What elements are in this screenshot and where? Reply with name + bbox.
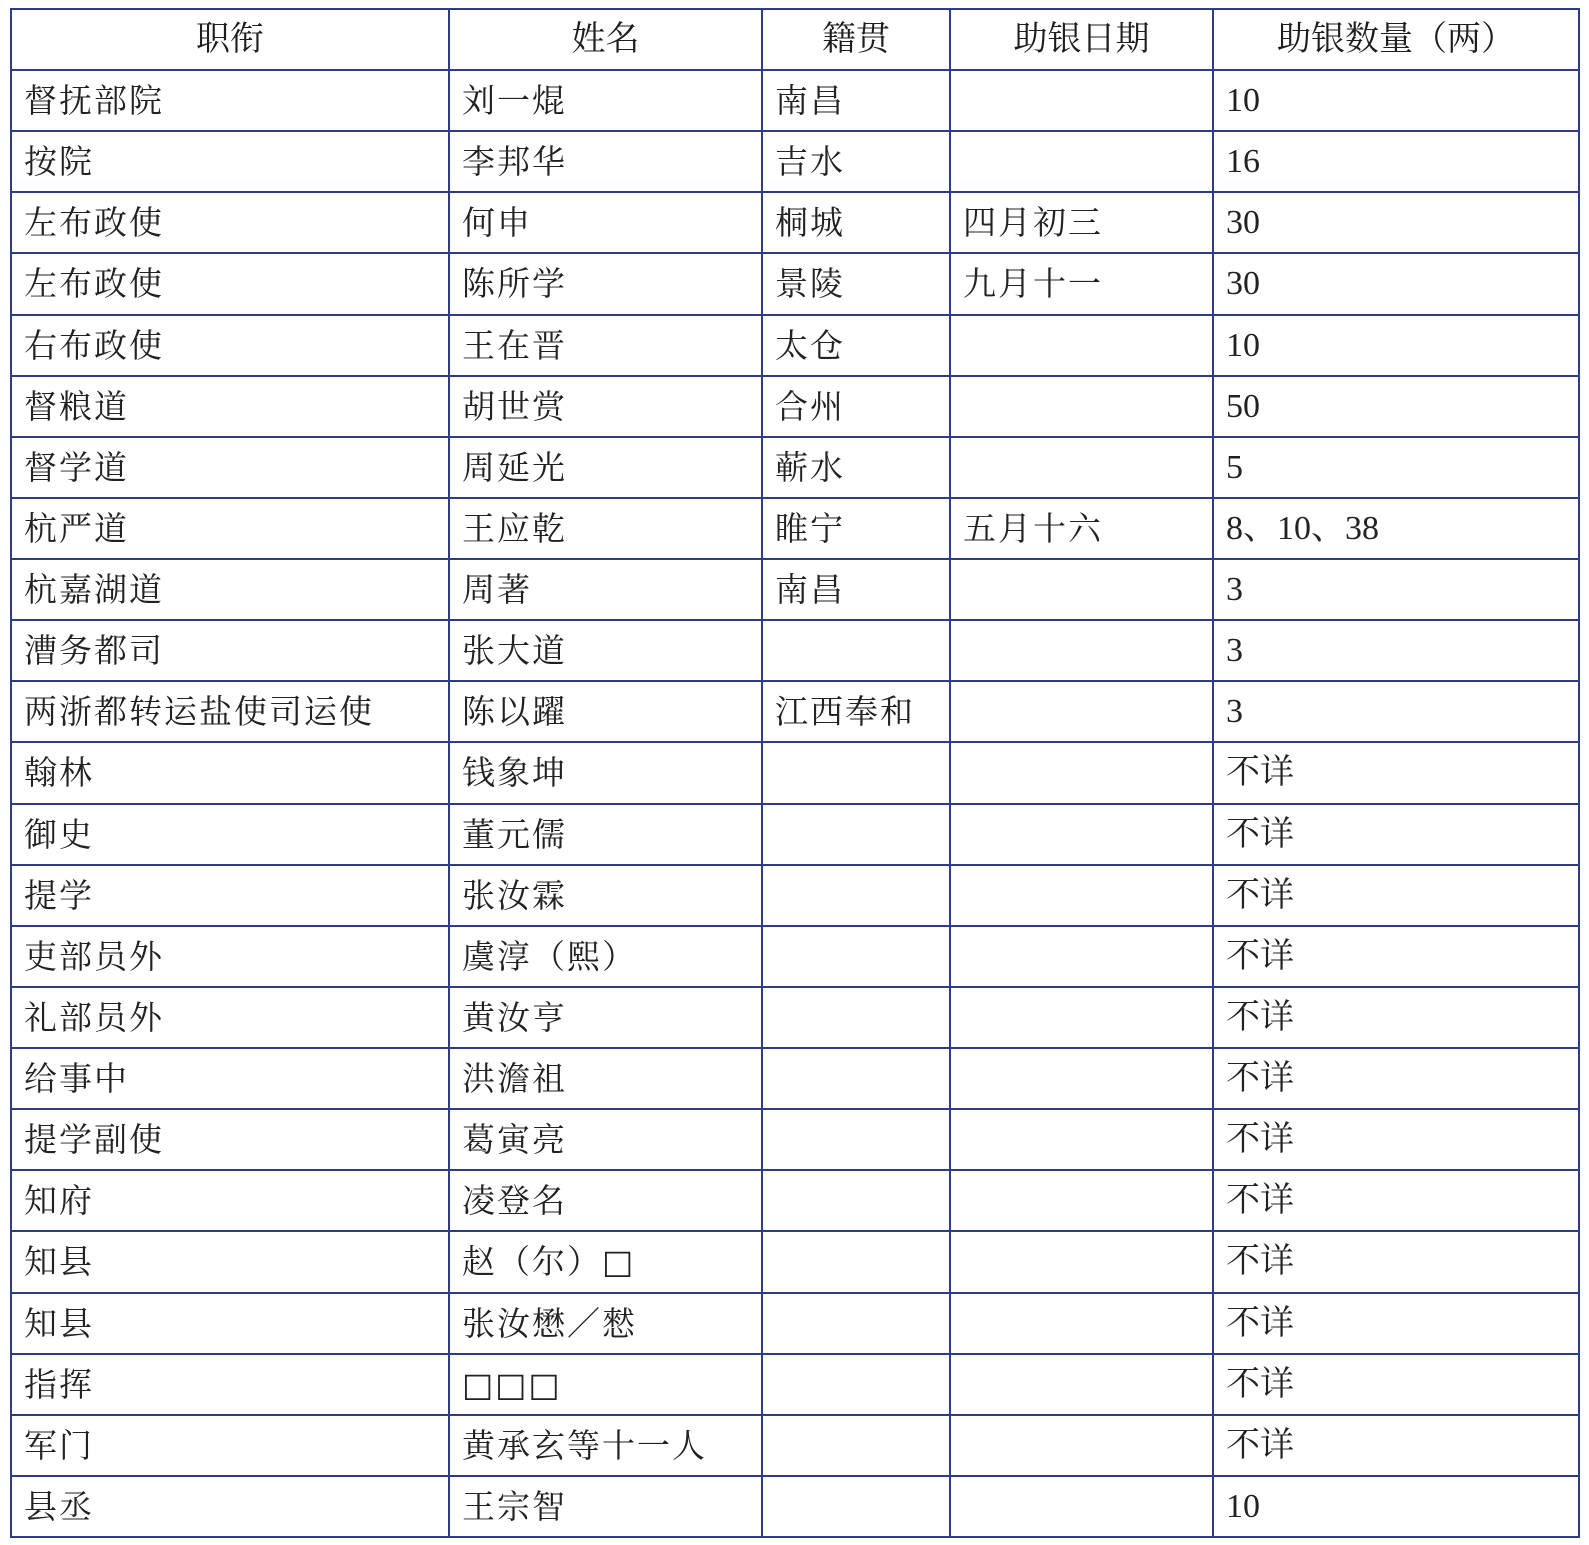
cell-donation-date	[950, 1109, 1213, 1170]
cell-title: 右布政使	[11, 315, 449, 376]
cell-donation-date	[950, 987, 1213, 1048]
cell-donation-date: 四月初三	[950, 192, 1213, 253]
table-row	[11, 70, 1579, 131]
cell-title: 左布政使	[11, 192, 449, 253]
cell-donation-date	[950, 681, 1213, 742]
header-name: 姓名	[449, 9, 762, 70]
cell-name: 刘一焜	[449, 70, 762, 131]
table-row	[11, 315, 1579, 376]
cell-title: 按院	[11, 131, 449, 192]
cell-donation-date	[950, 131, 1213, 192]
table-row	[11, 1170, 1579, 1231]
table-row	[11, 620, 1579, 681]
table-row	[11, 987, 1579, 1048]
cell-donation-date: 九月十一	[950, 253, 1213, 314]
table-row	[11, 1293, 1579, 1354]
cell-donation-date	[950, 1048, 1213, 1109]
cell-donation-date	[950, 559, 1213, 620]
cell-name: 王在晋	[449, 315, 762, 376]
cell-native-place	[762, 1415, 950, 1476]
cell-native-place	[762, 742, 950, 803]
cell-name: 张汝懋／憖	[449, 1293, 762, 1354]
cell-native-place	[762, 865, 950, 926]
table-row	[11, 498, 1579, 559]
cell-name: 王宗智	[449, 1476, 762, 1537]
cell-donation-date	[950, 1415, 1213, 1476]
cell-donation-amount: 不详	[1213, 1293, 1579, 1354]
cell-name: 葛寅亮	[449, 1109, 762, 1170]
cell-name: 黄承玄等十一人	[449, 1415, 762, 1476]
cell-name: 周著	[449, 559, 762, 620]
cell-title: 军门	[11, 1415, 449, 1476]
cell-title: 督学道	[11, 437, 449, 498]
cell-donation-amount: 10	[1213, 70, 1579, 131]
cell-native-place: 桐城	[762, 192, 950, 253]
cell-title: 礼部员外	[11, 987, 449, 1048]
table-row	[11, 376, 1579, 437]
cell-native-place: 景陵	[762, 253, 950, 314]
table-row	[11, 131, 1579, 192]
cell-donation-amount: 不详	[1213, 1354, 1579, 1415]
cell-donation-amount: 30	[1213, 192, 1579, 253]
cell-title: 左布政使	[11, 253, 449, 314]
cell-native-place: 太仓	[762, 315, 950, 376]
cell-native-place	[762, 926, 950, 987]
cell-donation-amount: 不详	[1213, 926, 1579, 987]
cell-donation-amount: 3	[1213, 620, 1579, 681]
cell-title: 给事中	[11, 1048, 449, 1109]
cell-native-place	[762, 1354, 950, 1415]
cell-native-place	[762, 1170, 950, 1231]
cell-name: □□□	[449, 1354, 762, 1415]
cell-native-place: 蕲水	[762, 437, 950, 498]
cell-donation-date	[950, 70, 1213, 131]
cell-donation-date	[950, 926, 1213, 987]
cell-title: 知县	[11, 1231, 449, 1292]
table-row	[11, 437, 1579, 498]
cell-title: 杭嘉湖道	[11, 559, 449, 620]
cell-native-place: 吉水	[762, 131, 950, 192]
cell-native-place	[762, 987, 950, 1048]
cell-title: 两浙都转运盐使司运使	[11, 681, 449, 742]
cell-name: 董元儒	[449, 804, 762, 865]
cell-native-place	[762, 1293, 950, 1354]
cell-donation-amount: 8、10、38	[1213, 498, 1579, 559]
cell-name: 李邦华	[449, 131, 762, 192]
cell-title: 翰林	[11, 742, 449, 803]
cell-name: 凌登名	[449, 1170, 762, 1231]
cell-donation-amount: 10	[1213, 1476, 1579, 1537]
cell-donation-amount: 10	[1213, 315, 1579, 376]
cell-donation-amount: 不详	[1213, 987, 1579, 1048]
table-row	[11, 1048, 1579, 1109]
cell-donation-amount: 不详	[1213, 742, 1579, 803]
cell-name: 何申	[449, 192, 762, 253]
cell-name: 陈以躍	[449, 681, 762, 742]
cell-native-place: 南昌	[762, 70, 950, 131]
cell-donation-date	[950, 742, 1213, 803]
cell-donation-date	[950, 1170, 1213, 1231]
cell-title: 提学	[11, 865, 449, 926]
cell-name: 陈所学	[449, 253, 762, 314]
cell-donation-amount: 30	[1213, 253, 1579, 314]
table-row	[11, 1415, 1579, 1476]
cell-donation-date	[950, 1476, 1213, 1537]
header-row	[11, 9, 1579, 70]
cell-title: 知县	[11, 1293, 449, 1354]
cell-donation-date	[950, 804, 1213, 865]
cell-name: 张汝霖	[449, 865, 762, 926]
cell-native-place	[762, 1476, 950, 1537]
header-native-place: 籍贯	[762, 9, 950, 70]
cell-donation-amount: 16	[1213, 131, 1579, 192]
cell-native-place: 合州	[762, 376, 950, 437]
cell-donation-amount: 50	[1213, 376, 1579, 437]
table-row	[11, 192, 1579, 253]
cell-donation-amount: 不详	[1213, 804, 1579, 865]
cell-donation-amount: 不详	[1213, 1231, 1579, 1292]
cell-donation-date	[950, 1293, 1213, 1354]
cell-donation-amount: 不详	[1213, 865, 1579, 926]
cell-title: 漕务都司	[11, 620, 449, 681]
table-row	[11, 1476, 1579, 1537]
table-row	[11, 804, 1579, 865]
cell-title: 提学副使	[11, 1109, 449, 1170]
cell-native-place	[762, 1109, 950, 1170]
cell-title: 县丞	[11, 1476, 449, 1537]
cell-native-place	[762, 1048, 950, 1109]
cell-title: 指挥	[11, 1354, 449, 1415]
cell-name: 张大道	[449, 620, 762, 681]
cell-donation-amount: 不详	[1213, 1048, 1579, 1109]
cell-donation-date	[950, 1354, 1213, 1415]
table-row	[11, 681, 1579, 742]
cell-name: 钱象坤	[449, 742, 762, 803]
cell-donation-date	[950, 437, 1213, 498]
table-row	[11, 559, 1579, 620]
cell-title: 督粮道	[11, 376, 449, 437]
cell-donation-amount: 不详	[1213, 1415, 1579, 1476]
cell-donation-date	[950, 315, 1213, 376]
cell-title: 督抚部院	[11, 70, 449, 131]
cell-native-place	[762, 620, 950, 681]
cell-donation-date	[950, 865, 1213, 926]
cell-donation-amount: 5	[1213, 437, 1579, 498]
table-row	[11, 926, 1579, 987]
cell-donation-amount: 3	[1213, 681, 1579, 742]
cell-native-place	[762, 804, 950, 865]
table-row	[11, 1354, 1579, 1415]
cell-native-place: 南昌	[762, 559, 950, 620]
cell-native-place: 江西奉和	[762, 681, 950, 742]
cell-title: 吏部员外	[11, 926, 449, 987]
cell-name: 洪澹祖	[449, 1048, 762, 1109]
cell-donation-amount: 不详	[1213, 1170, 1579, 1231]
cell-donation-amount: 3	[1213, 559, 1579, 620]
cell-native-place: 睢宁	[762, 498, 950, 559]
cell-name: 王应乾	[449, 498, 762, 559]
cell-title: 知府	[11, 1170, 449, 1231]
cell-donation-date: 五月十六	[950, 498, 1213, 559]
cell-donation-amount: 不详	[1213, 1109, 1579, 1170]
donation-table	[10, 8, 1580, 1538]
table-row	[11, 742, 1579, 803]
cell-name: 赵（尔）□	[449, 1231, 762, 1292]
table-row	[11, 865, 1579, 926]
cell-title: 杭严道	[11, 498, 449, 559]
header-donation-amount: 助银数量（两）	[1213, 9, 1579, 70]
header-donation-date: 助银日期	[950, 9, 1213, 70]
cell-name: 胡世赏	[449, 376, 762, 437]
cell-donation-date	[950, 1231, 1213, 1292]
table-body	[11, 70, 1579, 1537]
table-row	[11, 1109, 1579, 1170]
cell-donation-date	[950, 376, 1213, 437]
table-row	[11, 1231, 1579, 1292]
cell-donation-date	[950, 620, 1213, 681]
cell-native-place	[762, 1231, 950, 1292]
table-row	[11, 253, 1579, 314]
cell-name: 周延光	[449, 437, 762, 498]
cell-name: 黄汝亨	[449, 987, 762, 1048]
cell-title: 御史	[11, 804, 449, 865]
header-title: 职衔	[11, 9, 449, 70]
cell-name: 虞淳（熙）	[449, 926, 762, 987]
